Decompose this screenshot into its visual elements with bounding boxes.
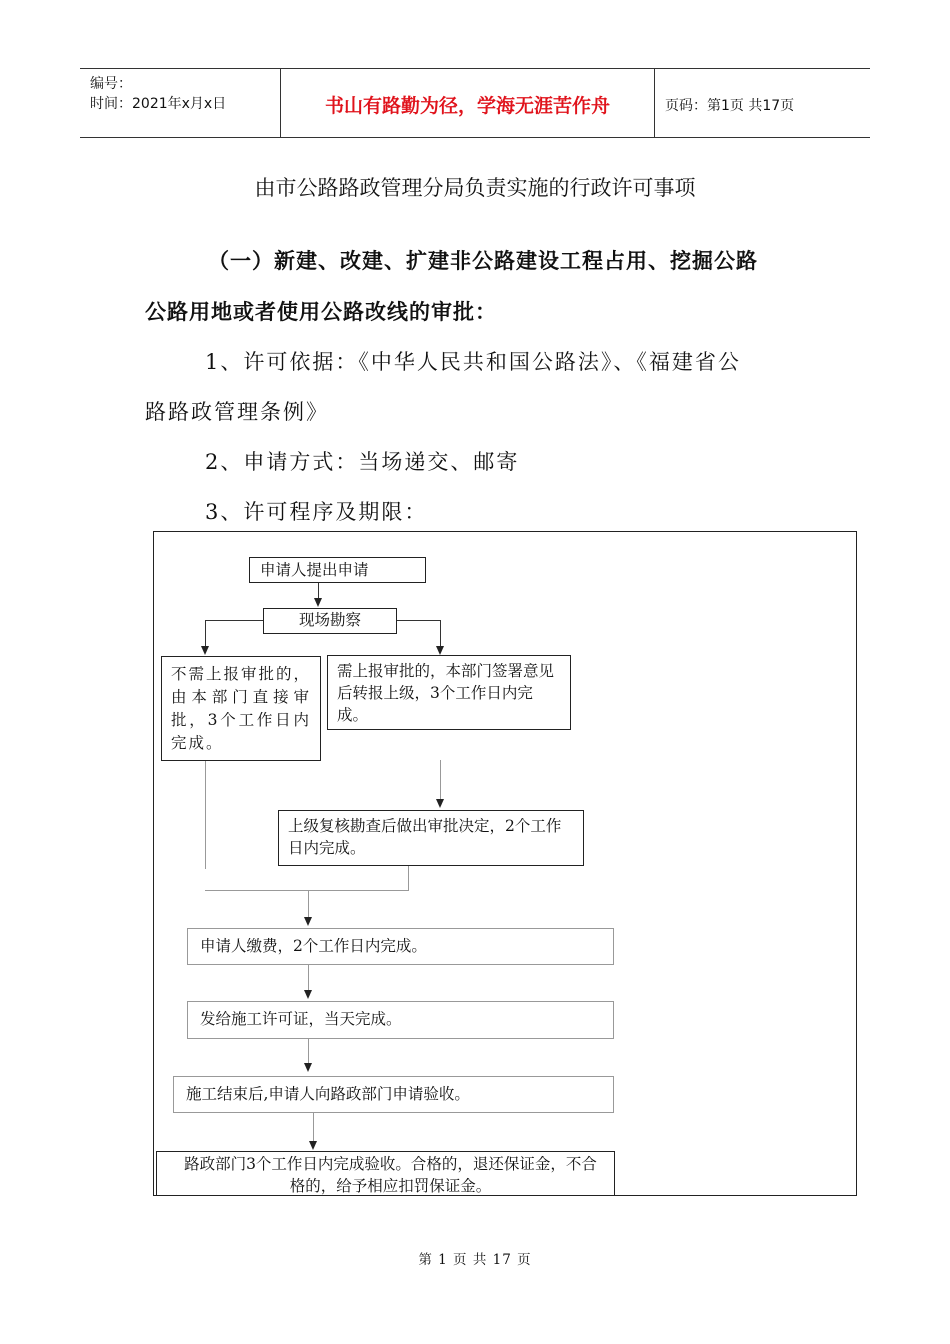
flow-step-superior-decision: 上级复核勘查后做出审批决定，2个工作日内完成。 bbox=[278, 810, 584, 866]
connector-line bbox=[308, 1039, 309, 1063]
flow-step-request-inspection: 施工结束后,申请人向路政部门申请验收。 bbox=[173, 1076, 614, 1113]
header-meta-cell bbox=[80, 69, 281, 137]
arrow-down-icon bbox=[304, 990, 312, 999]
section-heading-continued: 公路用地或者使用公路改线的审批： bbox=[145, 299, 497, 324]
flow-step-direct-approval: 不需上报审批的，由本部门直接审批，3个工作日内完成。 bbox=[161, 656, 321, 761]
section-heading: （一）新建、改建、扩建非公路建设工程占用、挖掘公路 bbox=[208, 248, 758, 273]
arrow-down-icon bbox=[201, 646, 209, 655]
arrow-down-icon bbox=[309, 1141, 317, 1150]
item-3-procedure: 3、许可程序及期限： bbox=[205, 500, 428, 524]
flow-step-acceptance: 路政部门3个工作日内完成验收。合格的，退还保证金，不合格的，给予相应扣罚保证金。 bbox=[156, 1151, 615, 1196]
flow-step-apply: 申请人提出申请 bbox=[249, 557, 426, 583]
page-info: 页码：第1页 共17页 bbox=[665, 98, 795, 114]
connector-line bbox=[397, 620, 440, 621]
number-label: 编号： bbox=[90, 76, 132, 92]
connector-line bbox=[318, 583, 319, 599]
connector-line bbox=[440, 620, 441, 646]
item-2-method: 2、申请方式：当场递交、邮寄 bbox=[205, 450, 520, 474]
motto-text: 书山有路勤为径，学海无涯苦作舟 bbox=[324, 95, 610, 117]
connector-line bbox=[440, 760, 441, 800]
header-page-cell bbox=[655, 69, 870, 137]
connector-line bbox=[408, 866, 409, 890]
flow-step-permit: 发给施工许可证，当天完成。 bbox=[187, 1001, 614, 1039]
arrow-down-icon bbox=[436, 646, 444, 655]
connector-line bbox=[313, 1113, 314, 1141]
connector-line bbox=[308, 890, 309, 918]
time-label: 时间：2021年x月x日 bbox=[90, 96, 227, 112]
flow-step-pay: 申请人缴费，2个工作日内完成。 bbox=[187, 928, 614, 965]
arrow-down-icon bbox=[304, 1063, 312, 1072]
connector-line bbox=[205, 620, 263, 621]
arrow-down-icon bbox=[304, 917, 312, 926]
document-header bbox=[80, 68, 870, 138]
arrow-down-icon bbox=[436, 799, 444, 808]
page-title: 由市公路路政管理分局负责实施的行政许可事项 bbox=[254, 176, 696, 200]
connector-line bbox=[205, 890, 409, 891]
connector-line bbox=[205, 620, 206, 646]
header-motto-cell bbox=[281, 69, 655, 137]
flow-step-survey: 现场勘察 bbox=[263, 608, 397, 634]
item-1-basis-continued: 路路政管理条例》 bbox=[145, 400, 329, 424]
flow-step-report-superior: 需上报审批的，本部门签署意见后转报上级，3个工作日内完成。 bbox=[327, 655, 571, 730]
arrow-down-icon bbox=[314, 598, 322, 607]
item-1-basis: 1、许可依据：《中华人民共和国公路法》、《福建省公 bbox=[205, 350, 741, 374]
page-footer: 第 1 页 共 17 页 bbox=[418, 1252, 532, 1268]
connector-line bbox=[308, 965, 309, 990]
connector-line bbox=[205, 761, 206, 869]
